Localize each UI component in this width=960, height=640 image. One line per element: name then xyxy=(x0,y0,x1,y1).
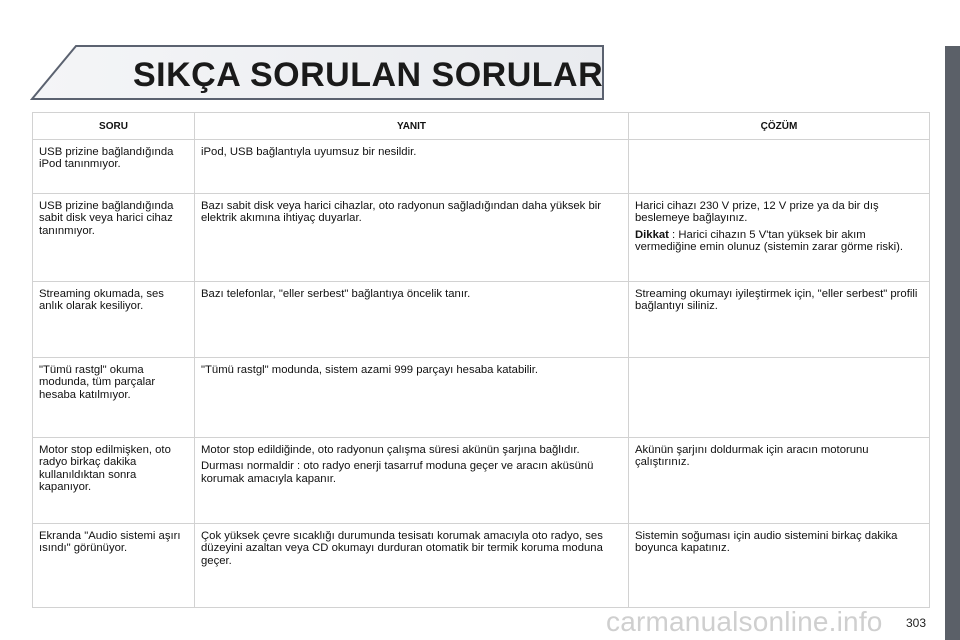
warning-text: : Harici cihazın 5 V'tan yüksek bir akım vermediğine emin olunuz (sistemin zarar görme riski). xyxy=(635,228,904,254)
answer-cell: Bazı telefonlar, "eller serbest" bağlantıya öncelik tanır. xyxy=(195,282,629,358)
table-row xyxy=(33,282,930,358)
page-title: SIKÇA SORULAN SORULAR xyxy=(133,56,604,94)
solution-cell: Sistemin soğuması için audio sistemini birkaç dakika boyunca kapatınız. xyxy=(629,524,930,608)
table-row xyxy=(33,358,930,438)
warning-label: Dikkat xyxy=(635,228,669,241)
answer-cell: Bazı sabit disk veya harici cihazlar, oto radyonun sağladığından daha yüksek bir elektrik akımına ihtiyaç duyarlar. xyxy=(195,194,629,282)
page-number: 303 xyxy=(906,616,927,630)
solution-cell: Streaming okumayı iyileştirmek için, "eller serbest" profili bağlantıyı siliniz. xyxy=(629,282,930,358)
table-row xyxy=(33,524,930,608)
question-cell: USB prizine bağlandığında sabit disk veya harici cihaz tanınmıyor. xyxy=(33,194,195,282)
solution-cell xyxy=(629,140,930,194)
question-cell: Streaming okumada, ses anlık olarak kesiliyor. xyxy=(33,282,195,358)
column-header-yanit: YANIT xyxy=(195,113,629,140)
solution-cell: Harici cihazı 230 V prize, 12 V prize ya da bir dış beslemeye bağlayınız. Dikkat : Harici cihazın 5 V'tan yüksek bir akım vermediğine emin olunuz (sistemin zarar görme riski). xyxy=(629,194,930,282)
table-row xyxy=(33,194,930,282)
question-cell: USB prizine bağlandığında iPod tanınmıyor. xyxy=(33,140,195,194)
question-cell: "Tümü rastgl" okuma modunda, tüm parçalar hesaba katılmıyor. xyxy=(33,358,195,438)
faq-table xyxy=(32,112,930,608)
solution-cell: Akünün şarjını doldurmak için aracın motorunu çalıştırınız. xyxy=(629,438,930,524)
answer-cell: "Tümü rastgl" modunda, sistem azami 999 parçayı hesaba katabilir. xyxy=(195,358,629,438)
table-row xyxy=(33,140,930,194)
solution-cell xyxy=(629,358,930,438)
table-row xyxy=(33,438,930,524)
answer-cell: Motor stop edildiğinde, oto radyonun çalışma süresi akünün şarjına bağlıdır. Durması normaldir : oto radyo enerji tasarruf moduna geçer ve aracın aküsünü korumak amacıyla kapanır. xyxy=(195,438,629,524)
answer-cell: Çok yüksek çevre sıcaklığı durumunda tesisatı korumak amacıyla oto radyo, ses düzeyini azaltan veya CD okumayı durduran otomatik bir termik koruma moduna geçer. xyxy=(195,524,629,608)
side-tab-bar xyxy=(945,46,960,640)
question-cell: Ekranda "Audio sistemi aşırı ısındı" görünüyor. xyxy=(33,524,195,608)
column-header-soru: SORU xyxy=(33,113,195,140)
answer-cell: iPod, USB bağlantıyla uyumsuz bir nesildir. xyxy=(195,140,629,194)
column-header-cozum: ÇÖZÜM xyxy=(629,113,930,140)
question-cell: Motor stop edilmişken, oto radyo birkaç dakika kullanıldıktan sonra kapanıyor. xyxy=(33,438,195,524)
table-header-row xyxy=(33,113,930,140)
watermark-text: carmanualsonline.info xyxy=(606,606,883,637)
